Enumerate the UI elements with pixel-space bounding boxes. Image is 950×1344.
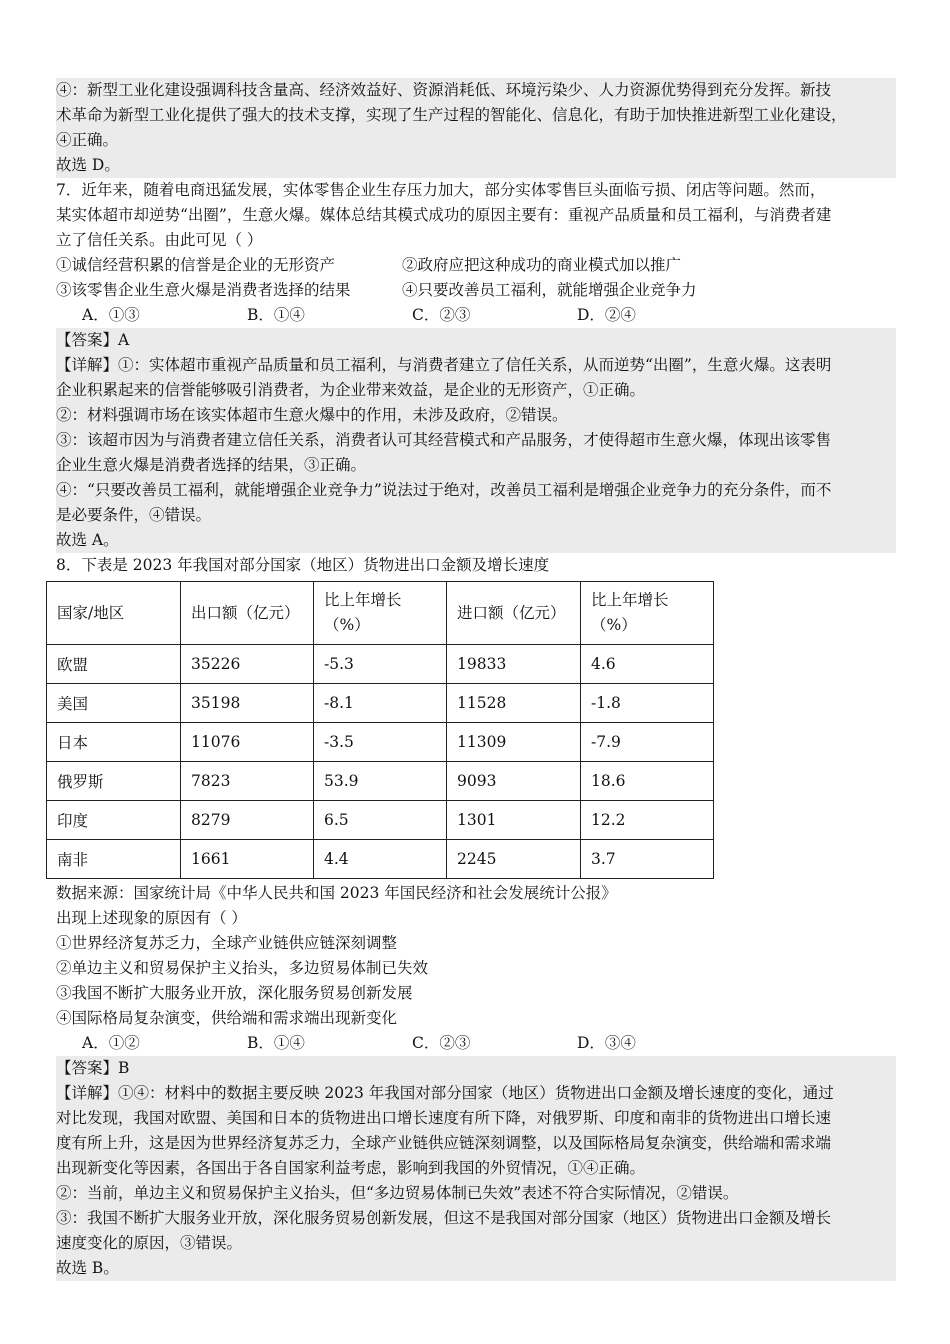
- q7-statement-2: ②政府应把这种成功的商业模式加以推广: [402, 256, 682, 274]
- prev-explanation-line: ④正确。: [56, 131, 119, 149]
- table-cell: 1661: [181, 840, 314, 879]
- table-cell: 4.6: [581, 645, 714, 684]
- table-cell: 12.2: [581, 801, 714, 840]
- table-cell: 1301: [447, 801, 581, 840]
- trade-table: [46, 581, 714, 879]
- q8-option-c: C．②③: [412, 1034, 471, 1052]
- table-cell: -1.8: [581, 684, 714, 723]
- q7-detail-line: ②：材料强调市场在该实体超市生意火爆中的作用，未涉及政府，②错误。: [56, 406, 568, 424]
- table-cell: 3.7: [581, 840, 714, 879]
- q8-detail-line: 度有所上升，这是因为世界经济复苏乏力，全球产业链供应链深刻调整，以及国际格局复杂演变，供给端和需求端: [56, 1134, 832, 1152]
- q8-statement-4: ④国际格局复杂演变，供给端和需求端出现新变化: [56, 1009, 398, 1027]
- table-cell: 印度: [47, 801, 181, 840]
- table-cell: 2245: [447, 840, 581, 879]
- table-cell: -8.1: [314, 684, 447, 723]
- table-cell: 53.9: [314, 762, 447, 801]
- table-cell: 8279: [181, 801, 314, 840]
- table-cell: 9093: [447, 762, 581, 801]
- q7-answer: 【答案】A: [56, 331, 130, 349]
- q8-data-source: 数据来源：国家统计局《中华人民共和国 2023 年国民经济和社会发展统计公报》: [56, 884, 617, 902]
- q7-option-a: A．①③: [82, 306, 140, 324]
- table-cell: -7.9: [581, 723, 714, 762]
- question-7: [56, 178, 896, 553]
- q8-answer: 【答案】B: [56, 1059, 130, 1077]
- q7-options: [56, 303, 896, 328]
- q7-option-b: B．①④: [247, 306, 305, 324]
- table-cell: 11528: [447, 684, 581, 723]
- table-cell: -5.3: [314, 645, 447, 684]
- table-cell: 11309: [447, 723, 581, 762]
- prev-conclusion: 故选 D。: [56, 156, 120, 174]
- table-cell: -3.5: [314, 723, 447, 762]
- table-header-cell: 比上年增长 （%）: [314, 582, 447, 645]
- q7-stem-line: 某实体超市却逆势“出圈”，生意火爆。媒体总结其模式成功的原因主要有：重视产品质量和员工福利，与消费者建: [56, 206, 832, 224]
- table-row: [47, 645, 714, 684]
- q8-detail-line: ②：当前，单边主义和贸易保护主义抬头，但“多边贸易体制已失效”表述不符合实际情况，②错误。: [56, 1184, 739, 1202]
- q7-statement-3: ③该零售企业生意火爆是消费者选择的结果: [56, 281, 351, 299]
- q7-detail-line: 是必要条件，④错误。: [56, 506, 212, 524]
- prev-explanation-line: 术革命为新型工业化提供了强大的技术支撑，实现了生产过程的智能化、信息化，有助于加快推进新型工业化建设，: [56, 106, 847, 124]
- table-cell: 35198: [181, 684, 314, 723]
- table-row: [47, 762, 714, 801]
- q7-detail-line: 企业积累起来的信誉能够吸引消费者，为企业带来效益，是企业的无形资产，①正确。: [56, 381, 646, 399]
- table-header-cell: 进口额（亿元）: [447, 582, 581, 645]
- table-header-cell: 出口额（亿元）: [181, 582, 314, 645]
- q8-option-a: A．①②: [82, 1034, 140, 1052]
- table-header-row: [47, 582, 714, 645]
- table-row: [47, 723, 714, 762]
- table-header-cell: 比上年增长 （%）: [581, 582, 714, 645]
- q8-statement-3: ③我国不断扩大服务业开放，深化服务贸易创新发展: [56, 984, 413, 1002]
- q8-answer-block: [56, 1056, 896, 1281]
- prev-explanation-block: [56, 78, 896, 178]
- q7-detail-line: ③：该超市因为与消费者建立信任关系，消费者认可其经营模式和产品服务，才使得超市生意火爆，体现出该零售: [56, 431, 832, 449]
- q7-statements-row-2: [56, 278, 896, 303]
- q8-options: [56, 1031, 896, 1056]
- table-cell: 美国: [47, 684, 181, 723]
- q7-conclusion: 故选 A。: [56, 531, 119, 549]
- q8-question: 出现上述现象的原因有（ ）: [56, 909, 247, 927]
- table-header-cell: 国家/地区: [47, 582, 181, 645]
- table-cell: 俄罗斯: [47, 762, 181, 801]
- table-cell: 18.6: [581, 762, 714, 801]
- question-8: [56, 553, 896, 1281]
- q7-statement-4: ④只要改善员工福利，就能增强企业竞争力: [402, 281, 697, 299]
- table-cell: 7823: [181, 762, 314, 801]
- q7-stem-line: 立了信任关系。由此可见（ ）: [56, 231, 263, 249]
- q8-detail-line: 出现新变化等因素，各国出于各自国家利益考虑，影响到我国的外贸情况，①④正确。: [56, 1159, 646, 1177]
- q8-detail-line: 对比发现，我国对欧盟、美国和日本的货物进出口增长速度有所下降，对俄罗斯、印度和南非的货物进出口增长速: [56, 1109, 832, 1127]
- table-cell: 欧盟: [47, 645, 181, 684]
- q7-statements-row-1: [56, 253, 896, 278]
- q7-detail-line: 【详解】①：实体超市重视产品质量和员工福利，与消费者建立了信任关系，从而逆势“出圈”，生意火爆。这表明: [56, 356, 832, 374]
- table-cell: 日本: [47, 723, 181, 762]
- q8-statement-2: ②单边主义和贸易保护主义抬头，多边贸易体制已失效: [56, 959, 429, 977]
- q7-stem-line: 7．近年来，随着电商迅猛发展，实体零售企业生存压力加大，部分实体零售巨头面临亏损、闭店等问题。然而，: [56, 181, 826, 199]
- q8-detail-line: 【详解】①④：材料中的数据主要反映 2023 年我国对部分国家（地区）货物进出口金额及增长速度的变化，通过: [56, 1084, 834, 1102]
- table-row: [47, 684, 714, 723]
- q7-answer-block: [56, 328, 896, 553]
- document-page: [56, 78, 896, 1281]
- table-row: [47, 840, 714, 879]
- q7-detail-line: ④：“只要改善员工福利，就能增强企业竞争力”说法过于绝对，改善员工福利是增强企业竞争力的充分条件，而不: [56, 481, 832, 499]
- q8-statement-1: ①世界经济复苏乏力，全球产业链供应链深刻调整: [56, 934, 398, 952]
- q8-detail-line: ③：我国不断扩大服务业开放，深化服务贸易创新发展，但这不是我国对部分国家（地区）货物进出口金额及增长: [56, 1209, 832, 1227]
- q8-stem: 8．下表是 2023 年我国对部分国家（地区）货物进出口金额及增长速度: [56, 556, 550, 574]
- q8-option-b: B．①④: [247, 1034, 305, 1052]
- q8-option-d: D．③④: [577, 1034, 636, 1052]
- q7-option-c: C．②③: [412, 306, 471, 324]
- table-cell: 南非: [47, 840, 181, 879]
- table-row: [47, 801, 714, 840]
- table-cell: 6.5: [314, 801, 447, 840]
- q8-detail-line: 速度变化的原因，③错误。: [56, 1234, 243, 1252]
- table-cell: 4.4: [314, 840, 447, 879]
- q7-statement-1: ①诚信经营积累的信誉是企业的无形资产: [56, 256, 336, 274]
- table-cell: 35226: [181, 645, 314, 684]
- q7-detail-line: 企业生意火爆是消费者选择的结果，③正确。: [56, 456, 367, 474]
- table-cell: 19833: [447, 645, 581, 684]
- q7-option-d: D．②④: [577, 306, 636, 324]
- table-cell: 11076: [181, 723, 314, 762]
- q8-conclusion: 故选 B。: [56, 1259, 119, 1277]
- prev-explanation-line: ④：新型工业化建设强调科技含量高、经济效益好、资源消耗低、环境污染少、人力资源优势得到充分发挥。新技: [56, 81, 832, 99]
